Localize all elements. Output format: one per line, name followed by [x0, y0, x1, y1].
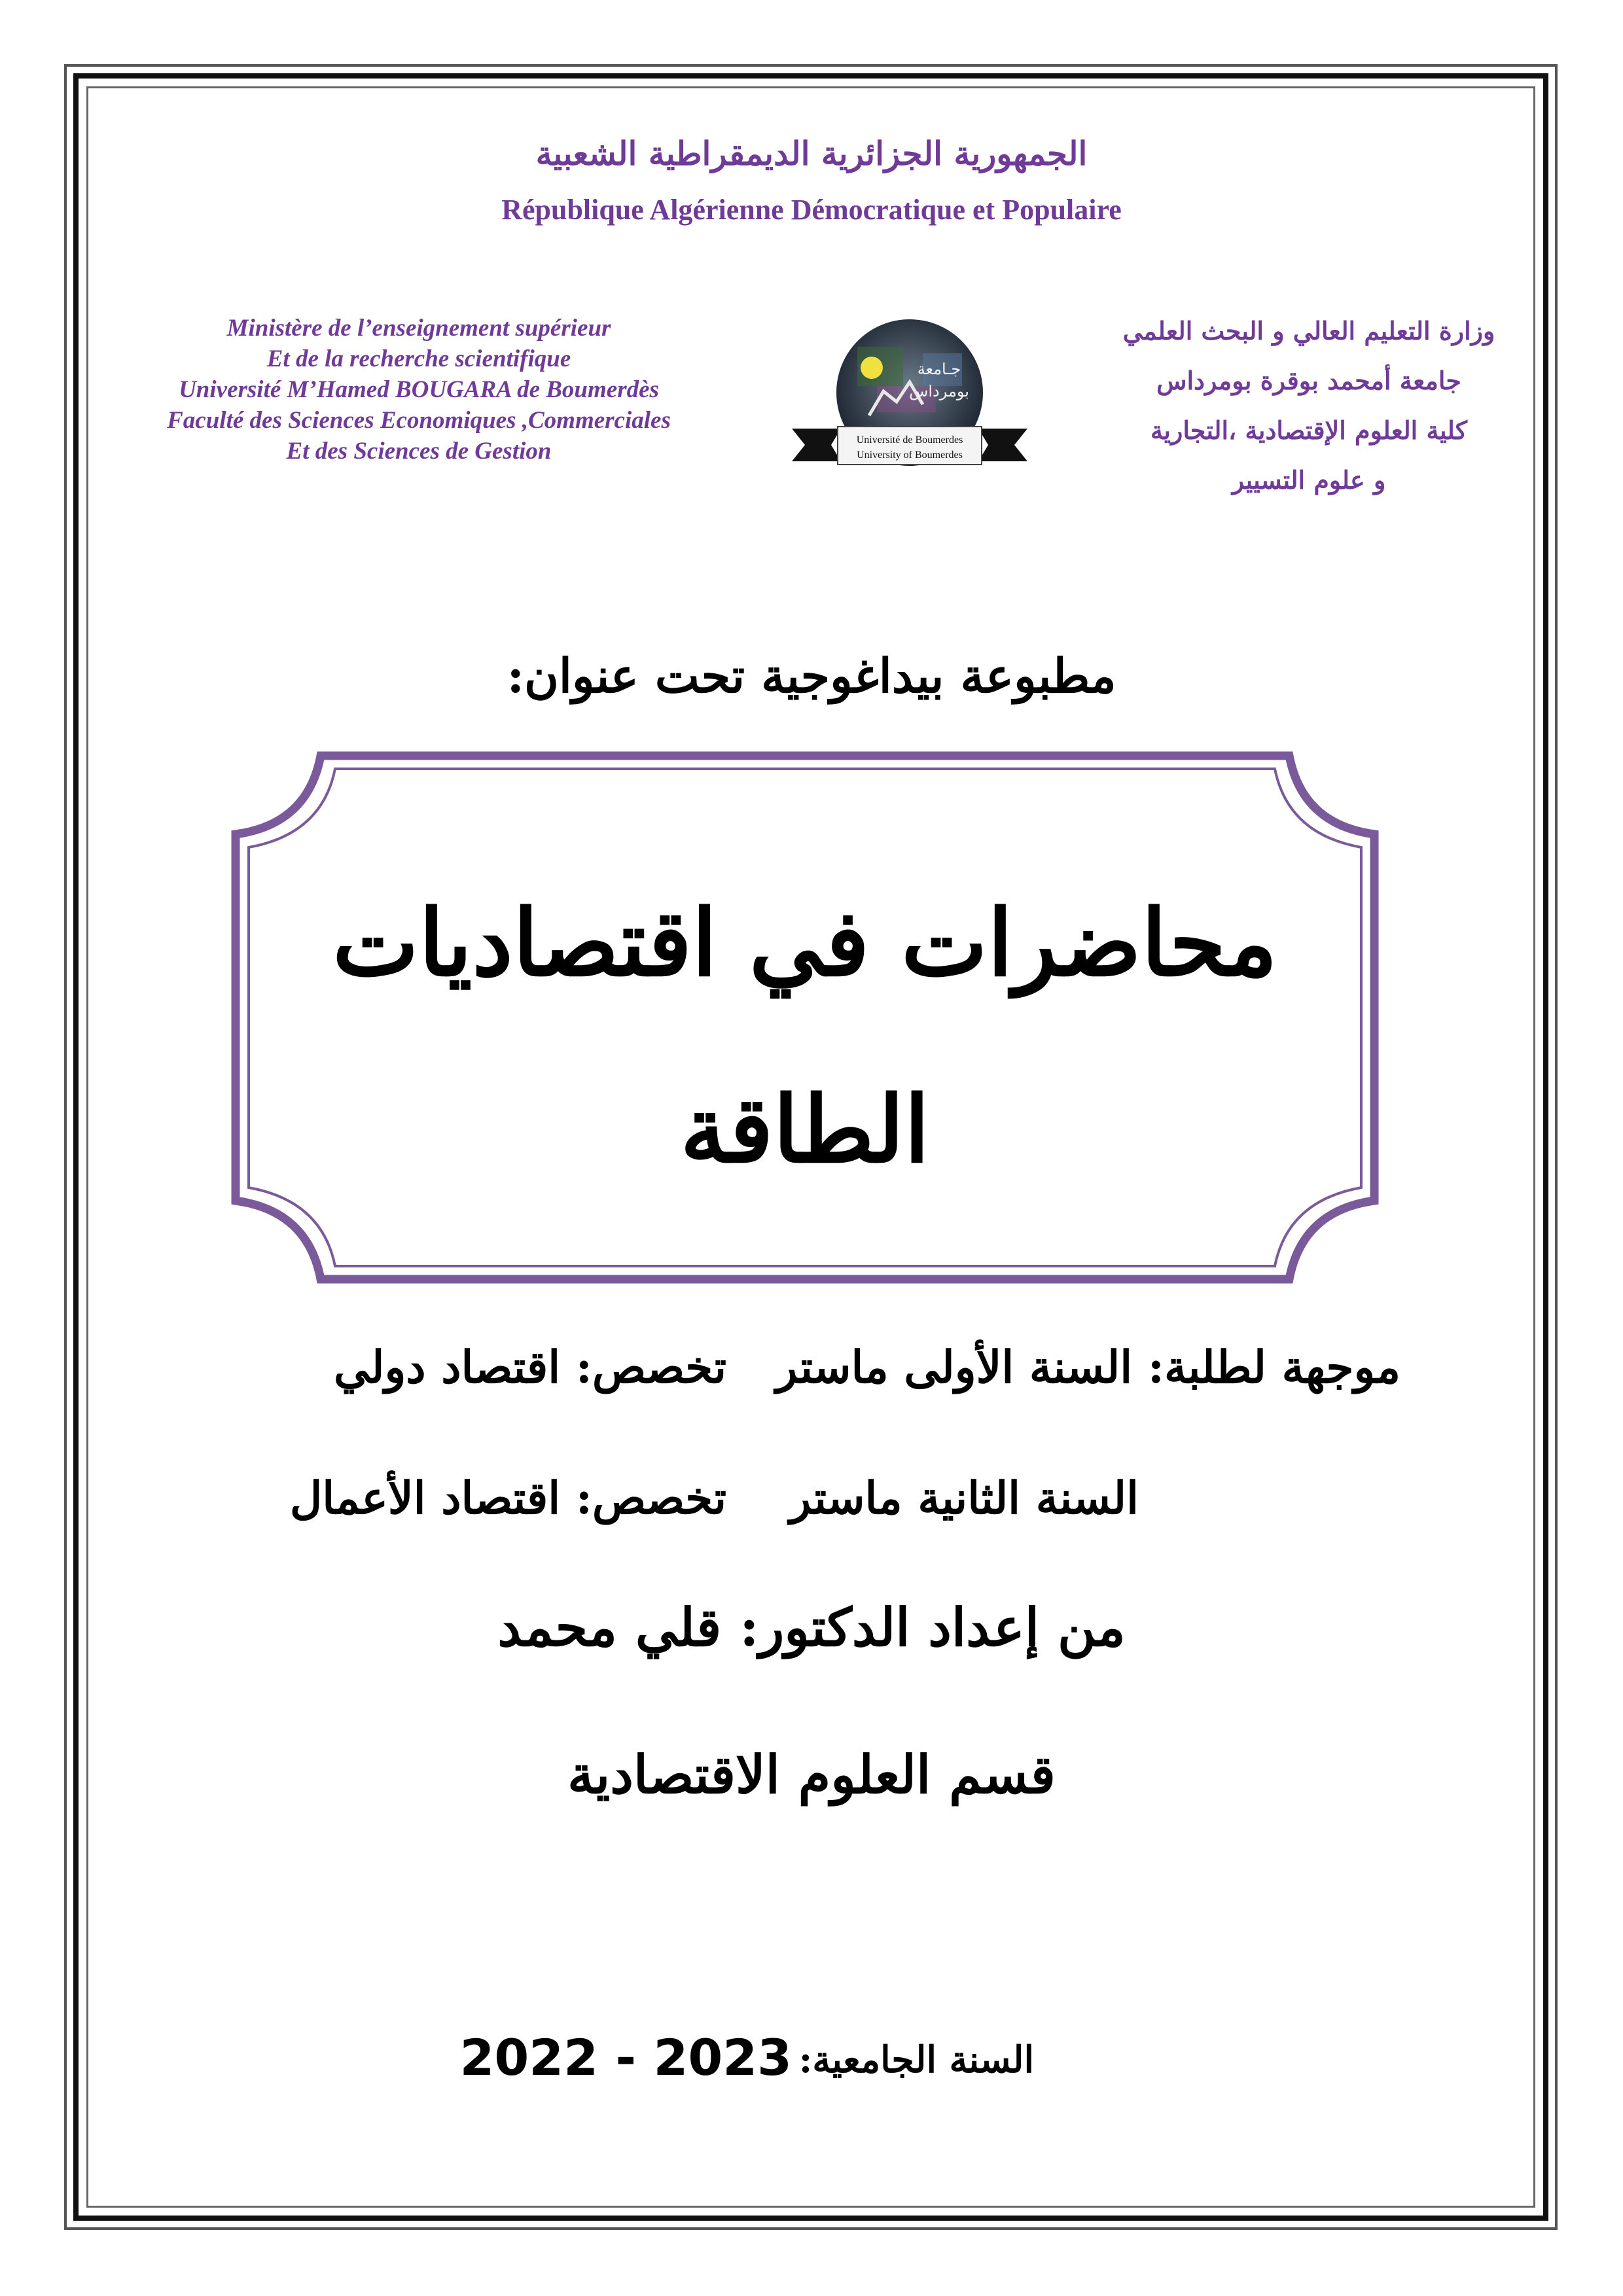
logo-fr-line2: University of Boumerdes	[857, 450, 963, 461]
institution-ar-line: كلية العلوم الإقتصادية ،التجارية	[1150, 415, 1467, 445]
institution-fr-line: Et des Sciences de Gestion	[286, 438, 552, 465]
institution-block-fr	[105, 313, 733, 467]
institution-block-ar	[1073, 306, 1544, 505]
logo-ar-line2: بومرداس	[909, 382, 969, 400]
document-title	[294, 851, 1315, 1224]
title-line-1: محاضرات في اقتصاديات	[332, 890, 1277, 997]
department: قسم العلوم الاقتصادية	[567, 1744, 1056, 1805]
logo-fr-line1: Université de Boumerdes	[856, 434, 963, 446]
audience-row1-specialty: تخصص: اقتصاد دولي	[334, 1341, 726, 1394]
academic-year-label: السنة الجامعية:	[798, 2038, 1034, 2081]
title-line-2: الطاقة	[680, 1076, 930, 1184]
audience-row1-audience: موجهة لطلبة: السنة الأولى ماستر	[776, 1341, 1400, 1394]
institution-ar-line: و علوم التسيير	[1232, 465, 1386, 495]
audience-row2-specialty: تخصص: اقتصاد الأعمال	[289, 1472, 726, 1525]
institution-ar-line: وزارة التعليم العالي و البحث العلمي	[1122, 316, 1495, 345]
academic-year-value: 2022 - 2023	[459, 2028, 792, 2087]
institution-fr-line: Faculté des Sciences Economiques ,Commerciales	[167, 407, 671, 434]
institution-ar-line: جامعة أمحمد بوقرة بومرداس	[1156, 366, 1461, 395]
subtitle: مطبوعة بيداغوجية تحت عنوان:	[507, 648, 1116, 703]
university-logo-icon	[785, 314, 1034, 497]
institution-fr-line: Et de la recherche scientifique	[266, 345, 571, 372]
republic-title-ar: الجمهورية الجزائرية الديمقراطية الشعبية	[535, 134, 1088, 173]
republic-title-fr: République Algérienne Démocratique et Populaire	[501, 194, 1122, 226]
institution-fr-line: Université M’Hamed BOUGARA de Boumerdès	[179, 376, 659, 403]
institution-fr-line: Ministère de l’enseignement supérieur	[226, 315, 611, 342]
author: من إعداد الدكتور: قلي محمد	[497, 1597, 1126, 1658]
logo-ar-line1: جـامعة	[917, 360, 961, 378]
audience-row2-audience: السنة الثانية ماستر	[789, 1472, 1139, 1525]
